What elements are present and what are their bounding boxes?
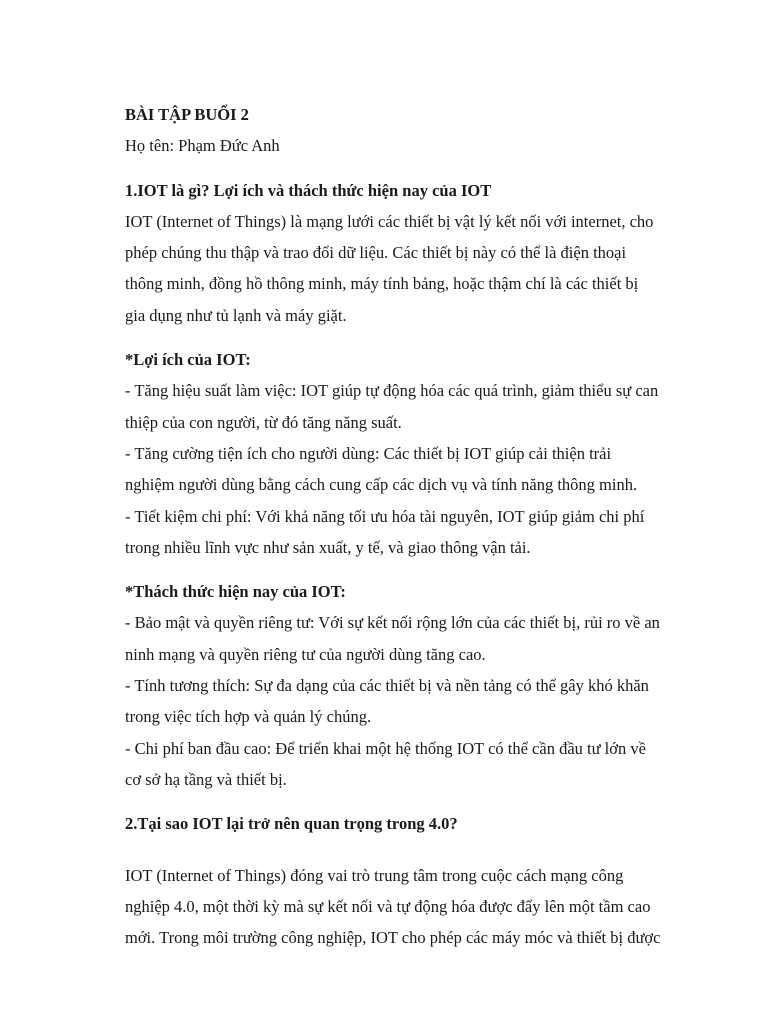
list-item: - Tăng cường tiện ích cho người dùng: Các thiết bị IOT giúp cải thiện trải	[125, 443, 612, 463]
list-item: - Bảo mật và quyền riêng tư: Với sự kết nối rộng lớn của các thiết bị, rủi ro về an	[125, 613, 660, 633]
list-item: trong việc tích hợp và quản lý chúng.	[125, 707, 372, 727]
benefits-heading: *Lợi ích của IOT:	[125, 350, 251, 370]
list-item: thiệp của con người, từ đó tăng năng suất.	[125, 412, 402, 432]
list-item: ninh mạng và quyền riêng tư của người dùng tăng cao.	[125, 644, 486, 664]
paragraph-line: phép chúng thu thập và trao đổi dữ liệu. Các thiết bị này có thể là điện thoại	[125, 243, 627, 263]
section1-heading: 1.IOT là gì? Lợi ích và thách thức hiện nay của IOT	[125, 180, 492, 200]
paragraph-line: IOT (Internet of Things) là mạng lưới các thiết bị vật lý kết nối với internet, cho	[125, 211, 654, 231]
paragraph-line: mới. Trong môi trường công nghiệp, IOT cho phép các máy móc và thiết bị được	[125, 928, 661, 948]
author-line: Họ tên: Phạm Đức Anh	[125, 136, 280, 156]
document-title: BÀI TẬP BUỔI 2	[125, 105, 249, 124]
list-item: trong nhiều lĩnh vực như sản xuất, y tế, và giao thông vận tải.	[125, 537, 531, 557]
section2-heading: 2.Tại sao IOT lại trở nên quan trọng trong 4.0?	[125, 814, 458, 834]
paragraph-line: IOT (Internet of Things) đóng vai trò trung tâm trong cuộc cách mạng công	[125, 865, 624, 885]
paragraph-line: thông minh, đồng hồ thông minh, máy tính bảng, hoặc thậm chí là các thiết bị	[125, 274, 639, 294]
list-item: cơ sở hạ tầng và thiết bị.	[125, 769, 287, 789]
challenges-heading: *Thách thức hiện nay của IOT:	[125, 582, 346, 602]
list-item: - Chi phí ban đầu cao: Để triển khai một hệ thống IOT có thể cần đầu tư lớn về	[125, 738, 646, 758]
list-item: - Tính tương thích: Sự đa dạng của các thiết bị và nền tảng có thể gây khó khăn	[125, 676, 649, 696]
paragraph-line: nghiệp 4.0, một thời kỳ mà sự kết nối và tự động hóa được đẩy lên một tầm cao	[125, 896, 651, 916]
list-item: - Tiết kiệm chi phí: Với khả năng tối ưu hóa tài nguyên, IOT giúp giảm chi phí	[125, 506, 645, 526]
document-content	[125, 99, 705, 953]
list-item: nghiệm người dùng bằng cách cung cấp các dịch vụ và tính năng thông minh.	[125, 475, 638, 495]
paragraph-line: gia dụng như tủ lạnh và máy giặt.	[125, 305, 347, 325]
list-item: - Tăng hiệu suất làm việc: IOT giúp tự động hóa các quá trình, giảm thiểu sự can	[125, 381, 659, 401]
